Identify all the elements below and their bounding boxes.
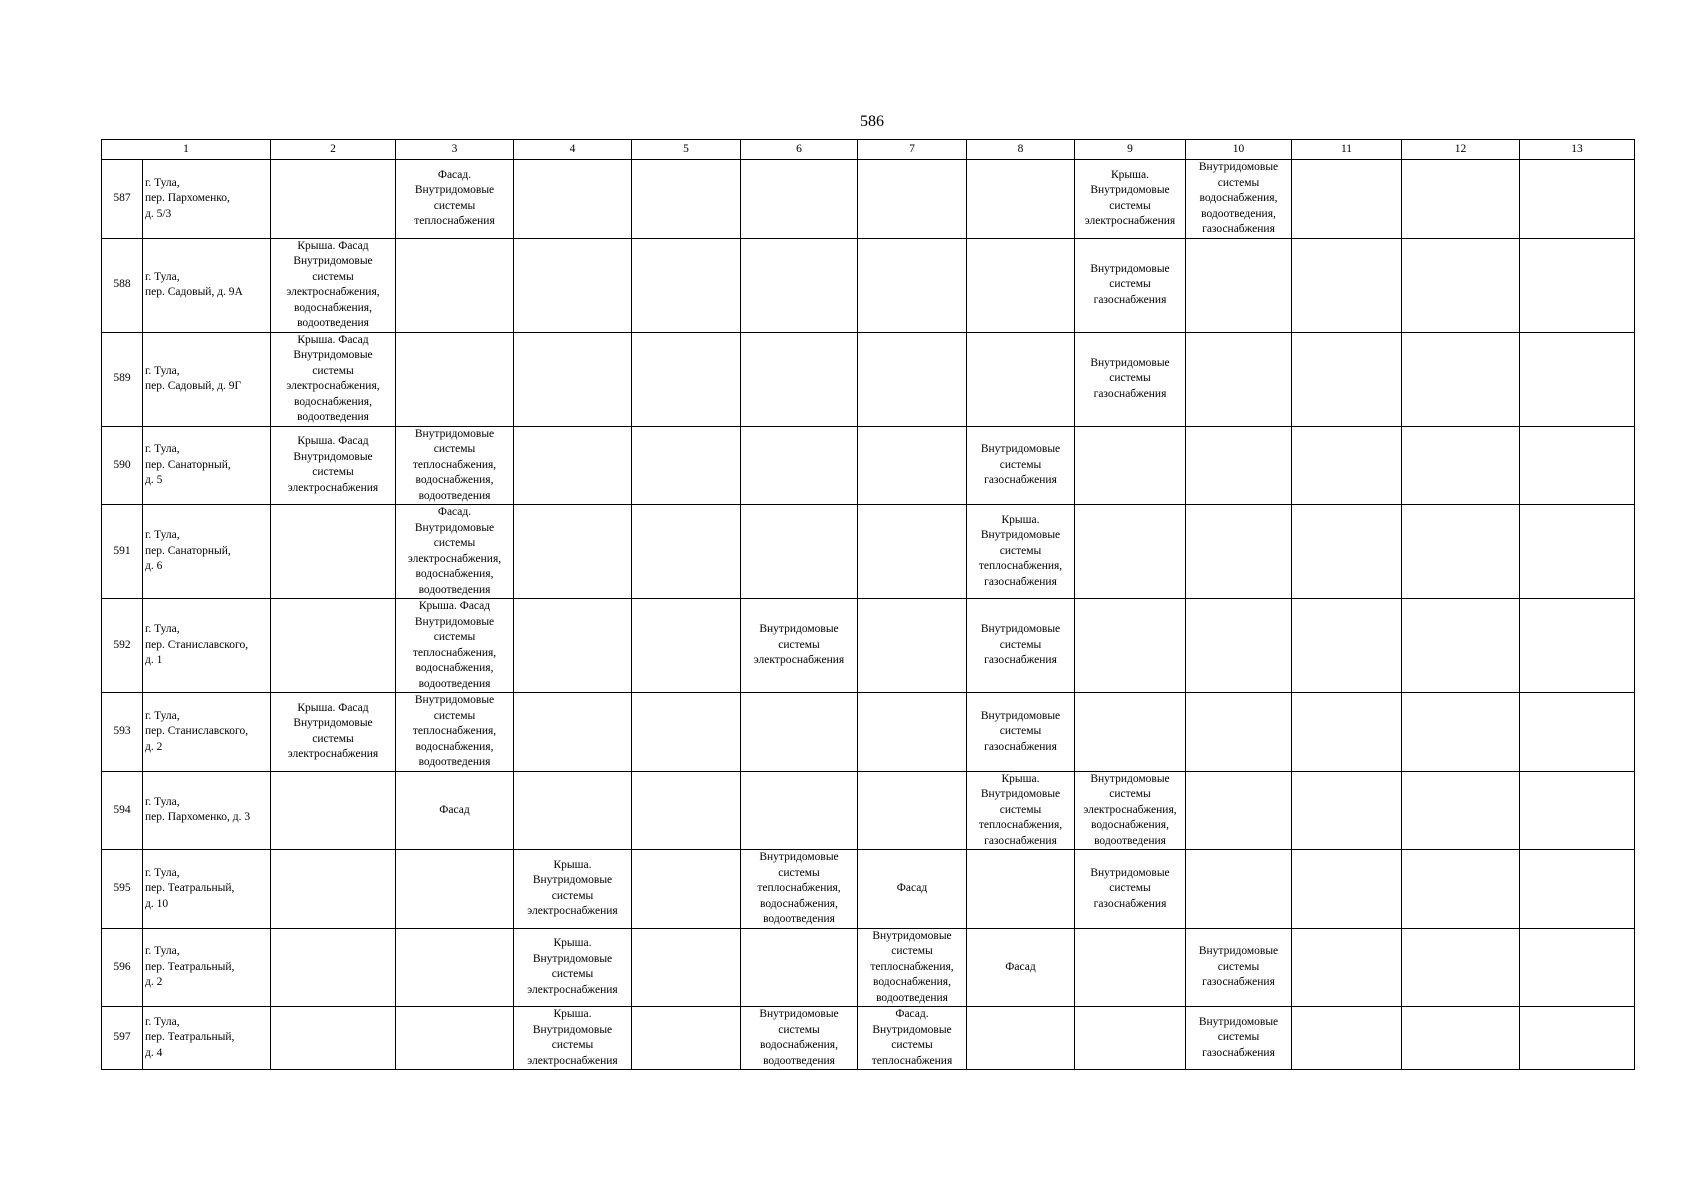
work-cell-col-7 bbox=[858, 160, 967, 239]
address-cell: г. Тула, пер. Театральный, д. 10 bbox=[143, 850, 271, 929]
work-cell-col-13 bbox=[1520, 693, 1635, 772]
column-header: 7 bbox=[858, 140, 967, 160]
address-cell: г. Тула, пер. Станиславского, д. 1 bbox=[143, 599, 271, 693]
work-cell-col-9 bbox=[1075, 1007, 1186, 1070]
work-cell-col-9 bbox=[1075, 928, 1186, 1007]
table-header bbox=[102, 140, 1635, 160]
work-cell-col-11 bbox=[1292, 771, 1402, 850]
column-header: 10 bbox=[1186, 140, 1292, 160]
work-cell-col-10 bbox=[1186, 505, 1292, 599]
table-row bbox=[102, 693, 1635, 772]
column-header: 2 bbox=[271, 140, 396, 160]
column-header: 1 bbox=[102, 140, 271, 160]
work-cell-col-7 bbox=[858, 238, 967, 332]
work-cell-col-12 bbox=[1402, 332, 1520, 426]
work-cell-col-9: Крыша. Внутридомовые системы электроснабжения bbox=[1075, 160, 1186, 239]
work-cell-col-8: Внутридомовые системы газоснабжения bbox=[967, 426, 1075, 505]
column-header: 4 bbox=[514, 140, 632, 160]
work-cell-col-4 bbox=[514, 238, 632, 332]
work-cell-col-4: Крыша. Внутридомовые системы электроснабжения bbox=[514, 1007, 632, 1070]
work-cell-col-5 bbox=[632, 928, 741, 1007]
work-cell-col-9: Внутридомовые системы газоснабжения bbox=[1075, 238, 1186, 332]
work-cell-col-11 bbox=[1292, 426, 1402, 505]
work-cell-col-12 bbox=[1402, 160, 1520, 239]
work-cell-col-2: Крыша. Фасад Внутридомовые системы электроснабжения, водоснабжения, водоотведения bbox=[271, 238, 396, 332]
work-cell-col-9: Внутридомовые системы газоснабжения bbox=[1075, 850, 1186, 929]
work-cell-col-4 bbox=[514, 693, 632, 772]
work-cell-col-8 bbox=[967, 850, 1075, 929]
work-cell-col-2: Крыша. Фасад Внутридомовые системы электроснабжения bbox=[271, 693, 396, 772]
work-cell-col-7 bbox=[858, 426, 967, 505]
table-row bbox=[102, 850, 1635, 929]
work-cell-col-12 bbox=[1402, 850, 1520, 929]
work-cell-col-5 bbox=[632, 332, 741, 426]
address-cell: г. Тула, пер. Санаторный, д. 5 bbox=[143, 426, 271, 505]
work-cell-col-10: Внутридомовые системы газоснабжения bbox=[1186, 928, 1292, 1007]
work-cell-col-5 bbox=[632, 599, 741, 693]
work-cell-col-5 bbox=[632, 426, 741, 505]
work-cell-col-6 bbox=[741, 160, 858, 239]
work-cell-col-13 bbox=[1520, 599, 1635, 693]
work-cell-col-7: Фасад. Внутридомовые системы теплоснабжения bbox=[858, 1007, 967, 1070]
row-number: 596 bbox=[102, 928, 143, 1007]
work-cell-col-2 bbox=[271, 771, 396, 850]
work-cell-col-8: Внутридомовые системы газоснабжения bbox=[967, 693, 1075, 772]
work-cell-col-4 bbox=[514, 771, 632, 850]
register-table bbox=[101, 139, 1635, 1070]
work-cell-col-6 bbox=[741, 238, 858, 332]
work-cell-col-13 bbox=[1520, 771, 1635, 850]
row-number: 594 bbox=[102, 771, 143, 850]
work-cell-col-7 bbox=[858, 771, 967, 850]
address-cell: г. Тула, пер. Театральный, д. 4 bbox=[143, 1007, 271, 1070]
work-cell-col-5 bbox=[632, 850, 741, 929]
work-cell-col-5 bbox=[632, 505, 741, 599]
work-cell-col-9: Внутридомовые системы газоснабжения bbox=[1075, 332, 1186, 426]
row-number: 590 bbox=[102, 426, 143, 505]
work-cell-col-6 bbox=[741, 332, 858, 426]
column-header: 11 bbox=[1292, 140, 1402, 160]
work-cell-col-6 bbox=[741, 505, 858, 599]
work-cell-col-12 bbox=[1402, 238, 1520, 332]
work-cell-col-13 bbox=[1520, 238, 1635, 332]
work-cell-col-5 bbox=[632, 693, 741, 772]
work-cell-col-4 bbox=[514, 426, 632, 505]
table-row bbox=[102, 771, 1635, 850]
work-cell-col-8 bbox=[967, 1007, 1075, 1070]
work-cell-col-13 bbox=[1520, 928, 1635, 1007]
table-row bbox=[102, 426, 1635, 505]
work-cell-col-12 bbox=[1402, 1007, 1520, 1070]
work-cell-col-4: Крыша. Внутридомовые системы электроснабжения bbox=[514, 850, 632, 929]
column-header: 5 bbox=[632, 140, 741, 160]
column-header: 8 bbox=[967, 140, 1075, 160]
work-cell-col-3: Внутридомовые системы теплоснабжения, водоснабжения, водоотведения bbox=[396, 693, 514, 772]
work-cell-col-5 bbox=[632, 1007, 741, 1070]
work-cell-col-2 bbox=[271, 1007, 396, 1070]
work-cell-col-8 bbox=[967, 238, 1075, 332]
work-cell-col-4 bbox=[514, 332, 632, 426]
work-cell-col-11 bbox=[1292, 238, 1402, 332]
work-cell-col-9 bbox=[1075, 426, 1186, 505]
work-cell-col-4: Крыша. Внутридомовые системы электроснабжения bbox=[514, 928, 632, 1007]
address-cell: г. Тула, пер. Санаторный, д. 6 bbox=[143, 505, 271, 599]
work-cell-col-11 bbox=[1292, 599, 1402, 693]
work-cell-col-8: Крыша. Внутридомовые системы теплоснабжения, газоснабжения bbox=[967, 505, 1075, 599]
column-header: 9 bbox=[1075, 140, 1186, 160]
work-cell-col-12 bbox=[1402, 928, 1520, 1007]
work-cell-col-10: Внутридомовые системы водоснабжения, водоотведения, газоснабжения bbox=[1186, 160, 1292, 239]
work-cell-col-3: Внутридомовые системы теплоснабжения, водоснабжения, водоотведения bbox=[396, 426, 514, 505]
row-number: 588 bbox=[102, 238, 143, 332]
work-cell-col-7 bbox=[858, 599, 967, 693]
work-cell-col-10 bbox=[1186, 599, 1292, 693]
work-cell-col-11 bbox=[1292, 160, 1402, 239]
work-cell-col-10 bbox=[1186, 771, 1292, 850]
work-cell-col-8: Внутридомовые системы газоснабжения bbox=[967, 599, 1075, 693]
work-cell-col-2: Крыша. Фасад Внутридомовые системы электроснабжения, водоснабжения, водоотведения bbox=[271, 332, 396, 426]
work-cell-col-3 bbox=[396, 850, 514, 929]
work-cell-col-11 bbox=[1292, 693, 1402, 772]
work-cell-col-13 bbox=[1520, 1007, 1635, 1070]
column-header: 3 bbox=[396, 140, 514, 160]
work-cell-col-10 bbox=[1186, 426, 1292, 505]
work-cell-col-8: Фасад bbox=[967, 928, 1075, 1007]
work-cell-col-5 bbox=[632, 771, 741, 850]
address-cell: г. Тула, пер. Садовый, д. 9А bbox=[143, 238, 271, 332]
work-cell-col-9 bbox=[1075, 599, 1186, 693]
row-number: 592 bbox=[102, 599, 143, 693]
table-row bbox=[102, 332, 1635, 426]
row-number: 593 bbox=[102, 693, 143, 772]
work-cell-col-4 bbox=[514, 160, 632, 239]
table-body bbox=[102, 160, 1635, 1070]
header-row bbox=[102, 140, 1635, 160]
work-cell-col-7: Внутридомовые системы теплоснабжения, водоснабжения, водоотведения bbox=[858, 928, 967, 1007]
work-cell-col-11 bbox=[1292, 505, 1402, 599]
table-row bbox=[102, 238, 1635, 332]
work-cell-col-6: Внутридомовые системы водоснабжения, водоотведения bbox=[741, 1007, 858, 1070]
address-cell: г. Тула, пер. Пархоменко, д. 3 bbox=[143, 771, 271, 850]
work-cell-col-6 bbox=[741, 693, 858, 772]
work-cell-col-3 bbox=[396, 928, 514, 1007]
work-cell-col-2 bbox=[271, 160, 396, 239]
work-cell-col-3 bbox=[396, 332, 514, 426]
work-cell-col-7: Фасад bbox=[858, 850, 967, 929]
work-cell-col-2 bbox=[271, 850, 396, 929]
work-cell-col-10 bbox=[1186, 693, 1292, 772]
work-cell-col-10: Внутридомовые системы газоснабжения bbox=[1186, 1007, 1292, 1070]
table-row bbox=[102, 1007, 1635, 1070]
work-cell-col-2: Крыша. Фасад Внутридомовые системы электроснабжения bbox=[271, 426, 396, 505]
work-cell-col-3 bbox=[396, 238, 514, 332]
work-cell-col-6: Внутридомовые системы теплоснабжения, водоснабжения, водоотведения bbox=[741, 850, 858, 929]
work-cell-col-4 bbox=[514, 505, 632, 599]
work-cell-col-3: Фасад bbox=[396, 771, 514, 850]
work-cell-col-10 bbox=[1186, 850, 1292, 929]
work-cell-col-8 bbox=[967, 160, 1075, 239]
work-cell-col-11 bbox=[1292, 928, 1402, 1007]
work-cell-col-6 bbox=[741, 928, 858, 1007]
work-cell-col-11 bbox=[1292, 850, 1402, 929]
table-row bbox=[102, 928, 1635, 1007]
work-cell-col-3: Фасад. Внутридомовые системы теплоснабжения bbox=[396, 160, 514, 239]
table-row bbox=[102, 599, 1635, 693]
work-cell-col-8: Крыша. Внутридомовые системы теплоснабжения, газоснабжения bbox=[967, 771, 1075, 850]
address-cell: г. Тула, пер. Станиславского, д. 2 bbox=[143, 693, 271, 772]
work-cell-col-9 bbox=[1075, 693, 1186, 772]
work-cell-col-7 bbox=[858, 332, 967, 426]
work-cell-col-13 bbox=[1520, 332, 1635, 426]
work-cell-col-10 bbox=[1186, 332, 1292, 426]
row-number: 591 bbox=[102, 505, 143, 599]
row-number: 595 bbox=[102, 850, 143, 929]
work-cell-col-12 bbox=[1402, 693, 1520, 772]
address-cell: г. Тула, пер. Садовый, д. 9Г bbox=[143, 332, 271, 426]
work-cell-col-12 bbox=[1402, 505, 1520, 599]
work-cell-col-11 bbox=[1292, 332, 1402, 426]
work-cell-col-2 bbox=[271, 599, 396, 693]
work-cell-col-3 bbox=[396, 1007, 514, 1070]
row-number: 589 bbox=[102, 332, 143, 426]
work-cell-col-5 bbox=[632, 160, 741, 239]
work-cell-col-11 bbox=[1292, 1007, 1402, 1070]
work-cell-col-10 bbox=[1186, 238, 1292, 332]
page-number: 586 bbox=[860, 113, 884, 130]
work-cell-col-12 bbox=[1402, 426, 1520, 505]
column-header: 6 bbox=[741, 140, 858, 160]
work-cell-col-7 bbox=[858, 505, 967, 599]
work-cell-col-12 bbox=[1402, 599, 1520, 693]
work-cell-col-9 bbox=[1075, 505, 1186, 599]
work-cell-col-12 bbox=[1402, 771, 1520, 850]
work-cell-col-8 bbox=[967, 332, 1075, 426]
work-cell-col-2 bbox=[271, 505, 396, 599]
address-cell: г. Тула, пер. Театральный, д. 2 bbox=[143, 928, 271, 1007]
work-cell-col-13 bbox=[1520, 426, 1635, 505]
work-cell-col-3: Крыша. Фасад Внутридомовые системы теплоснабжения, водоснабжения, водоотведения bbox=[396, 599, 514, 693]
work-cell-col-13 bbox=[1520, 850, 1635, 929]
work-cell-col-7 bbox=[858, 693, 967, 772]
work-cell-col-6 bbox=[741, 426, 858, 505]
table-row bbox=[102, 505, 1635, 599]
row-number: 597 bbox=[102, 1007, 143, 1070]
work-cell-col-2 bbox=[271, 928, 396, 1007]
work-cell-col-9: Внутридомовые системы электроснабжения, водоснабжения, водоотведения bbox=[1075, 771, 1186, 850]
row-number: 587 bbox=[102, 160, 143, 239]
work-cell-col-13 bbox=[1520, 160, 1635, 239]
work-cell-col-6 bbox=[741, 771, 858, 850]
column-header: 12 bbox=[1402, 140, 1520, 160]
work-cell-col-5 bbox=[632, 238, 741, 332]
address-cell: г. Тула, пер. Пархоменко, д. 5/3 bbox=[143, 160, 271, 239]
work-cell-col-3: Фасад. Внутридомовые системы электроснабжения, водоснабжения, водоотведения bbox=[396, 505, 514, 599]
work-cell-col-6: Внутридомовые системы электроснабжения bbox=[741, 599, 858, 693]
work-cell-col-13 bbox=[1520, 505, 1635, 599]
work-cell-col-4 bbox=[514, 599, 632, 693]
column-header: 13 bbox=[1520, 140, 1635, 160]
table-row bbox=[102, 160, 1635, 239]
